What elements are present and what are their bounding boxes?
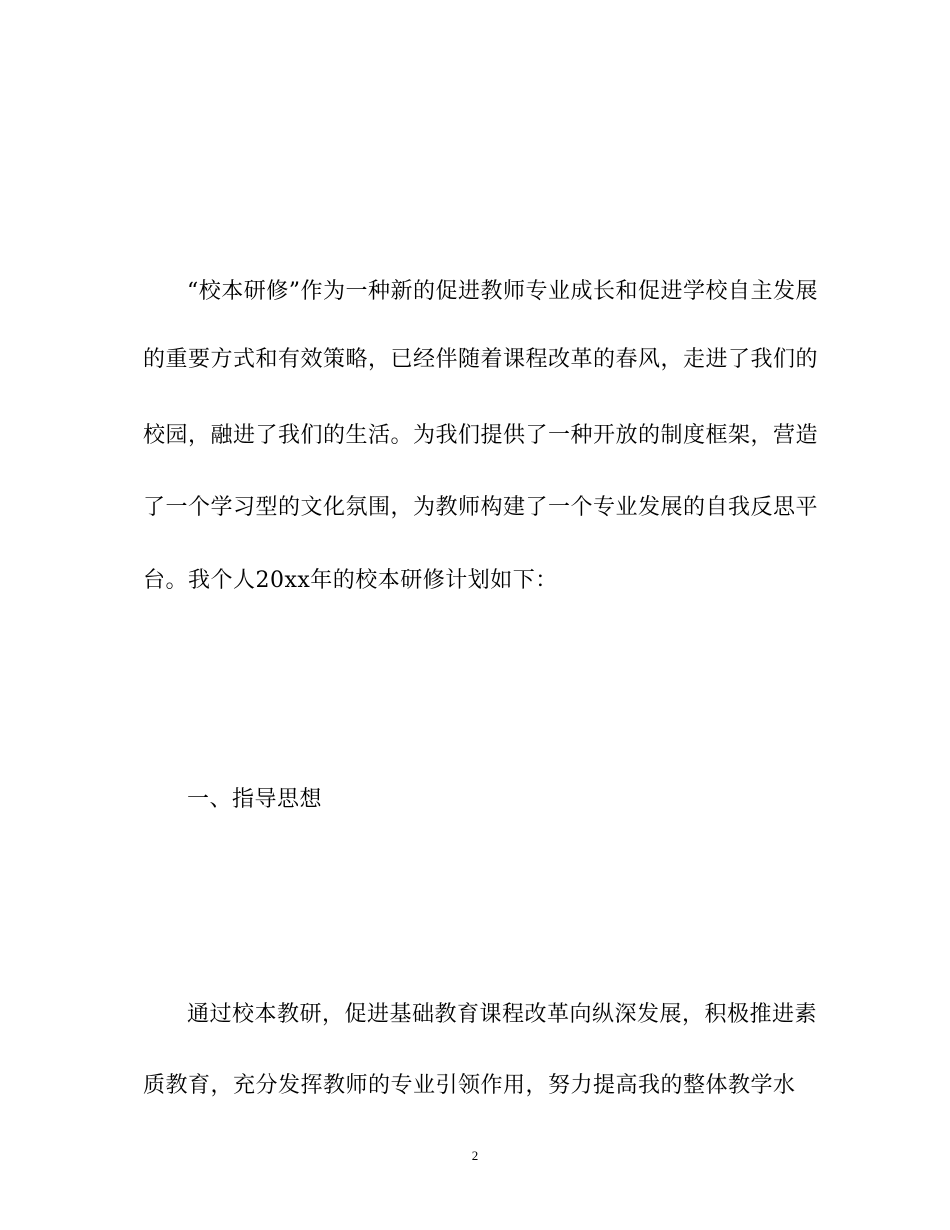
paragraph-1-line-1: “校本研修”作为一种新的促进教师专业成长和促进学校自主发展 — [187, 279, 818, 304]
paragraph-1-line-3: 校园，融进了我们的生活。为我们提供了一种开放的制度框架，营造 — [143, 423, 819, 448]
paragraph-1-line-5: 台。我个人20xx年的校本研修计划如下： — [143, 568, 558, 593]
paragraph-2-line-2: 质教育，充分发挥教师的专业引领作用，努力提高我的整体教学水 — [143, 1073, 796, 1098]
page-number: 2 — [471, 1148, 479, 1163]
paragraph-2-line-1: 通过校本教研，促进基础教育课程改革向纵深发展，积极推进素 — [187, 1002, 818, 1027]
paragraph-1-line-4: 了一个学习型的文化氛围，为教师构建了一个专业发展的自我反思平 — [143, 495, 819, 520]
paragraph-1-line-2: 的重要方式和有效策略，已经伴随着课程改革的春风，走进了我们的 — [143, 347, 819, 372]
section-heading-guiding-ideology: 一、指导思想 — [187, 787, 323, 812]
